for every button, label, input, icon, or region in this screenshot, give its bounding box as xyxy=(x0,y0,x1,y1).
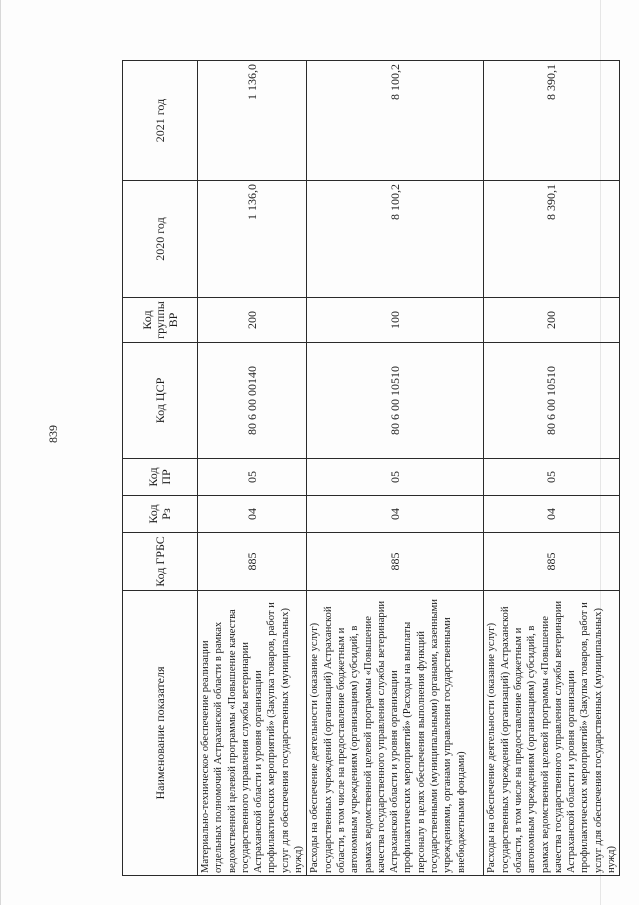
row-vr: 200 xyxy=(198,298,307,343)
row-pr: 05 xyxy=(307,459,484,496)
header-2020: 2020 год xyxy=(123,181,198,298)
row-csr: 80 6 00 00140 xyxy=(198,343,307,459)
row-grbs: 885 xyxy=(484,533,620,591)
scan-edge-left xyxy=(0,0,1,905)
row-2021: 8 100,2 xyxy=(307,61,484,181)
row-2020: 1 136,0 xyxy=(198,181,307,298)
header-csr: Код ЦСР xyxy=(123,343,198,459)
row-name: Расходы на обеспечение деятельности (оказание услуг) государственных учреждений (организаций) Астраханской области, в том числе на предоставление бюджетным и автономным учреждениям (организациям) субсидий, в рамках ведомственной целевой программы «Повышение качества государственного управления службы ветеринарии Астраханской области и уровня организации профилактических мероприятий» (Закупка товаров, работ и услуг для обеспечения государственных (муниципальных) нужд) xyxy=(484,591,620,876)
row-vr: 100 xyxy=(307,298,484,343)
row-2020: 8 390,1 xyxy=(484,181,620,298)
row-pr: 05 xyxy=(198,459,307,496)
budget-table-rotated xyxy=(122,61,618,876)
row-csr: 80 6 00 10510 xyxy=(484,343,620,459)
row-rz: 04 xyxy=(198,496,307,533)
header-name: Наименование показателя xyxy=(123,591,198,876)
table-row xyxy=(307,61,484,876)
row-grbs: 885 xyxy=(198,533,307,591)
row-vr: 200 xyxy=(484,298,620,343)
table-header-row xyxy=(123,61,198,876)
budget-table xyxy=(122,60,620,876)
row-name: Расходы на обеспечение деятельности (оказание услуг) государственных учреждений (организаций) Астраханской области, в том числе на предоставление бюджетным и автономным учреждениям (организациям) субсидий, в рамках ведомственной целевой программы «Повышение качества государственного управления службы ветеринарии Астраханской области и уровня организации профилактических мероприятий» (Расходы на выплаты персоналу в целях обеспечения выполнения функций государственными (муниципальными) органами, казенными учреждениями, органами управления государственными внебюджетными фондами) xyxy=(307,591,484,876)
table-row xyxy=(484,61,620,876)
row-pr: 05 xyxy=(484,459,620,496)
header-pr: Код ПР xyxy=(123,459,198,496)
row-csr: 80 6 00 10510 xyxy=(307,343,484,459)
header-grbs: Код ГРБС xyxy=(123,533,198,591)
header-vr: Код группы ВР xyxy=(123,298,198,343)
row-2021: 1 136,0 xyxy=(198,61,307,181)
row-rz: 04 xyxy=(307,496,484,533)
row-2021: 8 390,1 xyxy=(484,61,620,181)
header-2021: 2021 год xyxy=(123,61,198,181)
page-number: 839 xyxy=(46,425,60,443)
header-rz: Код Рз xyxy=(123,496,198,533)
row-grbs: 885 xyxy=(307,533,484,591)
row-2020: 8 100,2 xyxy=(307,181,484,298)
table-row xyxy=(198,61,307,876)
row-rz: 04 xyxy=(484,496,620,533)
row-name: Материально-техническое обеспечение реализации отдельных полномочий Астраханской области в рамках ведомственной целевой программы «Повышение качества государственного управления службы ветеринарии Астраханской области и уровня организации профилактических мероприятий» (Закупка товаров, работ и услуг для обеспечения государственных (муниципальных) нужд) xyxy=(198,591,307,876)
